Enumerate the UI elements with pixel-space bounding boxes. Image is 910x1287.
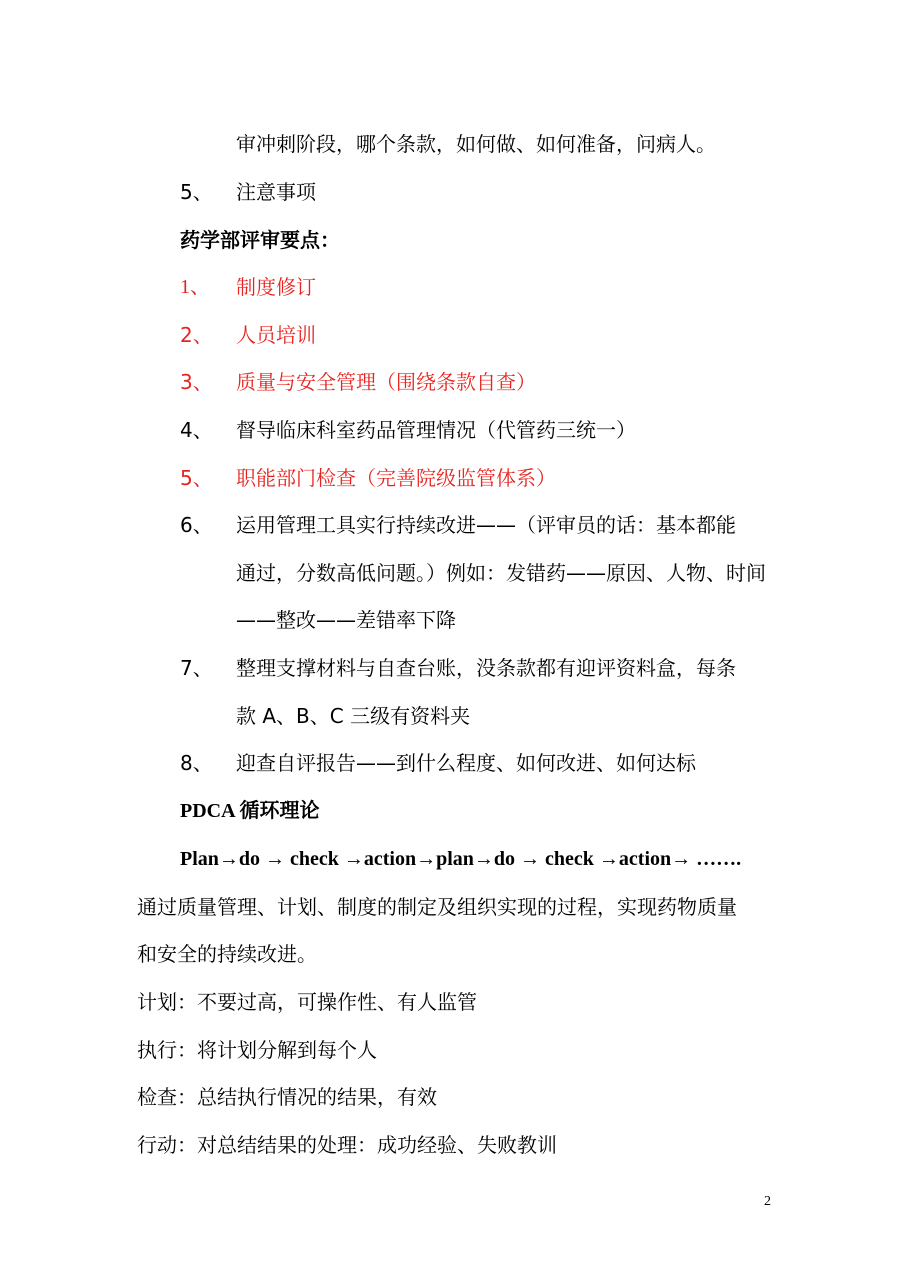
section-heading: PDCA 循环理论 bbox=[180, 800, 320, 822]
list-text-continued: 款 A、B、C 三级有资料夹 bbox=[236, 704, 471, 728]
list-text: 人员培训 bbox=[236, 323, 316, 347]
plan-line: 计划：不要过高，可操作性、有人监管 bbox=[137, 990, 477, 1014]
page-number: 2 bbox=[764, 1194, 771, 1209]
list-text: 运用管理工具实行持续改进——（评审员的话：基本都能 bbox=[236, 513, 736, 537]
list-text: 整理支撑材料与自查台账，没条款都有迎评资料盒，每条 bbox=[236, 656, 736, 680]
paragraph-line: 通过质量管理、计划、制度的制定及组织实现的过程，实现药物质量 bbox=[137, 895, 737, 919]
list-number: 8、 bbox=[180, 751, 213, 775]
list-number: 4、 bbox=[180, 418, 213, 442]
list-number: 1、 bbox=[180, 276, 210, 298]
list-text: 注意事项 bbox=[236, 180, 316, 204]
act-line: 行动：对总结结果的处理：成功经验、失败教训 bbox=[137, 1133, 557, 1157]
pdca-sequence: Plan→do → check →action→plan→do → check →action→ ……. bbox=[180, 848, 742, 870]
section-heading: 药学部评审要点： bbox=[180, 228, 340, 252]
list-number: 3、 bbox=[180, 370, 213, 394]
list-number: 2、 bbox=[180, 323, 213, 347]
list-number: 6、 bbox=[180, 513, 213, 537]
continued-line: 审冲刺阶段，哪个条款，如何做、如何准备，问病人。 bbox=[236, 132, 716, 156]
list-number: 7、 bbox=[180, 656, 213, 680]
check-line: 检查：总结执行情况的结果，有效 bbox=[137, 1085, 437, 1109]
paragraph-line: 和安全的持续改进。 bbox=[137, 942, 317, 966]
list-text: 质量与安全管理（围绕条款自查） bbox=[236, 370, 536, 394]
list-text: 督导临床科室药品管理情况（代管药三统一） bbox=[236, 418, 636, 442]
list-number: 5、 bbox=[180, 180, 213, 204]
list-text: 职能部门检查（完善院级监管体系） bbox=[236, 466, 556, 490]
list-text: 制度修订 bbox=[236, 275, 316, 299]
list-number: 5、 bbox=[180, 466, 213, 490]
list-text: 迎查自评报告——到什么程度、如何改进、如何达标 bbox=[236, 751, 696, 775]
list-text-continued: 通过，分数高低问题。）例如：发错药——原因、人物、时间 bbox=[236, 561, 766, 585]
list-text-continued: ——整改——差错率下降 bbox=[236, 608, 456, 632]
do-line: 执行：将计划分解到每个人 bbox=[137, 1038, 377, 1062]
